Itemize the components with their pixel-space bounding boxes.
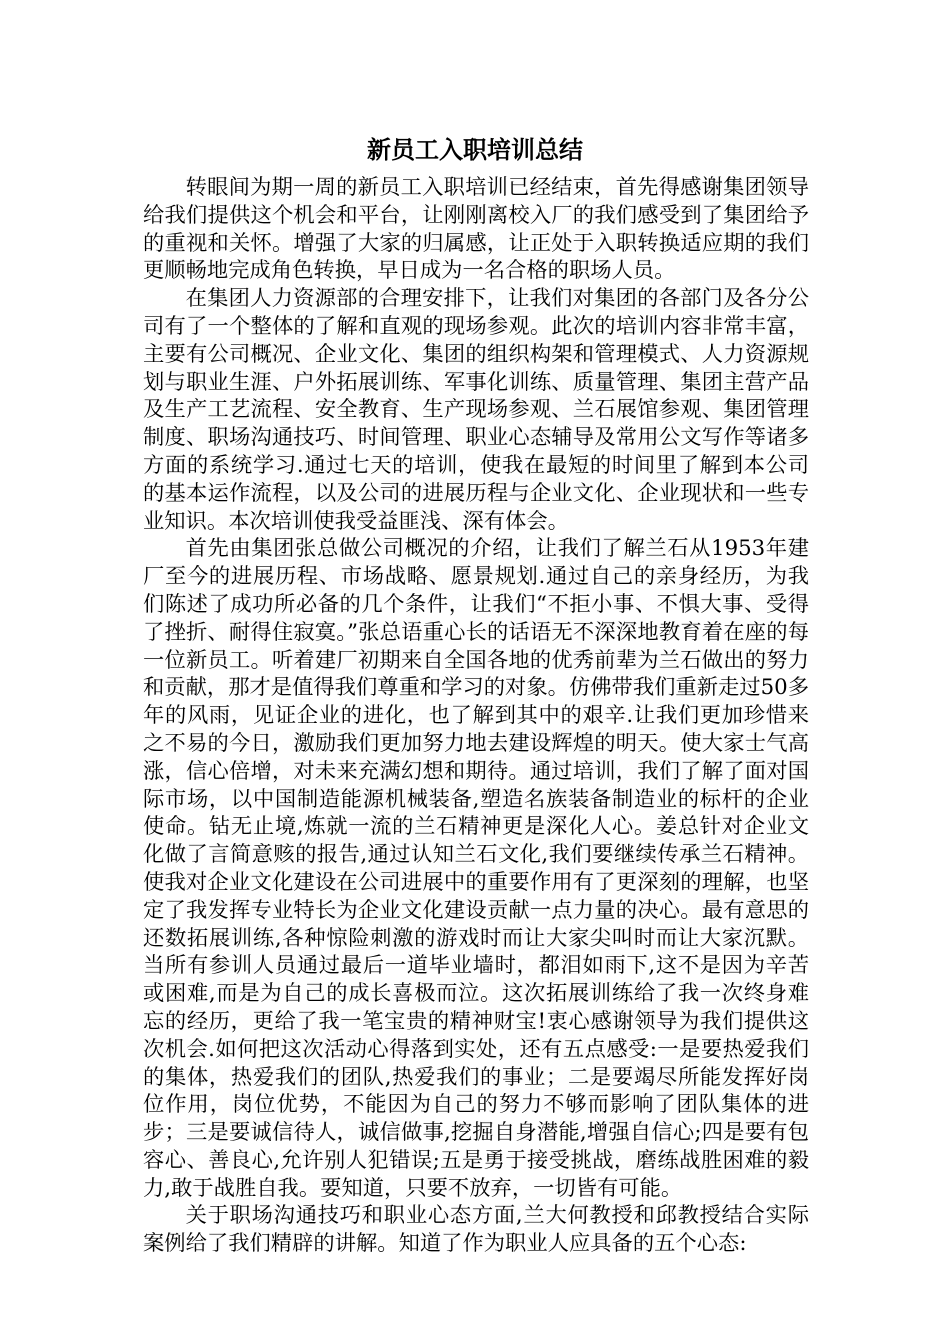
paragraph-company-overview: 首先由集团张总做公司概况的介绍，让我们了解兰石从1953年建厂至今的进展历程、市场战略、愿景规划.通过自己的亲身经历，为我们陈述了成功所必备的几个条件，让我们“不拒小事、不惧大事、受得了挫折、耐得住寂寞。”张总语重心长的话语无不深深地教育着在座的每一位新员工。听着建厂初期来自全国各地的优秀前辈为兰石做出的努力和贡献，那才是值得我们尊重和学习的对象。仿佛带我们重新走过50多年的风雨，见证企业的进化，也了解到其中的艰辛.让我们更加珍惜来之不易的今日，激励我们更加努力地去建设辉煌的明天。使大家士气高涨，信心倍增，对未来充满幻想和期待。通过培训，我们了解了面对国际市场，以中国制造能源机械装备,塑造名族装备制造业的标杆的企业使命。钻无止境,炼就一流的兰石精神更是深化人心。姜总针对企业文化做了言简意赅的报告,通过认知兰石文化,我们要继续传承兰石精神。使我对企业文化建设在公司进展中的重要作用有了更深刻的理解，也坚定了我发挥专业特长为企业文化建设贡献一点力量的决心。最有意思的还数拓展训练,各种惊险刺激的游戏时而让大家尖叫时而让大家沉默。当所有参训人员通过最后一道毕业墙时，都泪如雨下,这不是因为辛苦或困难,而是为自己的成长喜极而泣。这次拓展训练给了我一次终身难忘的经历，更给了我一笔宝贵的精神财宝!衷心感谢领导为我们提供这次机会.如何把这次活动心得落到实处，还有五点感受:一是要热爱我们的集体，热爱我们的团队,热爱我们的事业；二是要竭尽所能发挥好岗位作用，岗位优势，不能因为自己的努力不够而影响了团队集体的进步；三是要诚信待人，诚信做事,挖掘自身潜能,增强自信心;四是要有包容心、善良心,允许别人犯错误;五是勇于接受挑战，磨练战胜困难的毅力,敢于战胜自我。要知道，只要不放弃，一切皆有可能。	[143, 536, 810, 1201]
paragraph-training-content: 在集团人力资源部的合理安排下，让我们对集团的各部门及各分公司有了一个整体的了解和直观的现场参观。此次的培训内容非常丰富，主要有公司概况、企业文化、集团的组织构架和管理模式、人力资源规划与职业生涯、户外拓展训练、军事化训练、质量管理、集团主营产品及生产工艺流程、安全教育、生产现场参观、兰石展馆参观、集团管理制度、职场沟通技巧、时间管理、职业心态辅导及常用公文写作等诸多方面的系统学习.通过七天的培训，使我在最短的时间里了解到本公司的基本运作流程，以及公司的进展历程与企业文化、企业现状和一些专业知识。本次培训使我受益匪浅、深有体会。	[143, 286, 809, 534]
document-title: 新员工入职培训总结	[367, 136, 583, 164]
document-body	[143, 174, 809, 1258]
paragraph-intro: 转眼间为期一周的新员工入职培训已经结束，首先得感谢集团领导给我们提供这个机会和平台，让刚刚离校入厂的我们感受到了集团给予的重视和关怀。增强了大家的归属感，让正处于入职转换适应期的我们更顺畅地完成角色转换，早日成为一名合格的职场人员。	[143, 175, 809, 284]
paragraph-workplace-communication: 关于职场沟通技巧和职业心态方面,兰大何教授和邱教授结合实际案例给了我们精辟的讲解。知道了作为职业人应具备的五个心态:	[143, 1203, 809, 1257]
